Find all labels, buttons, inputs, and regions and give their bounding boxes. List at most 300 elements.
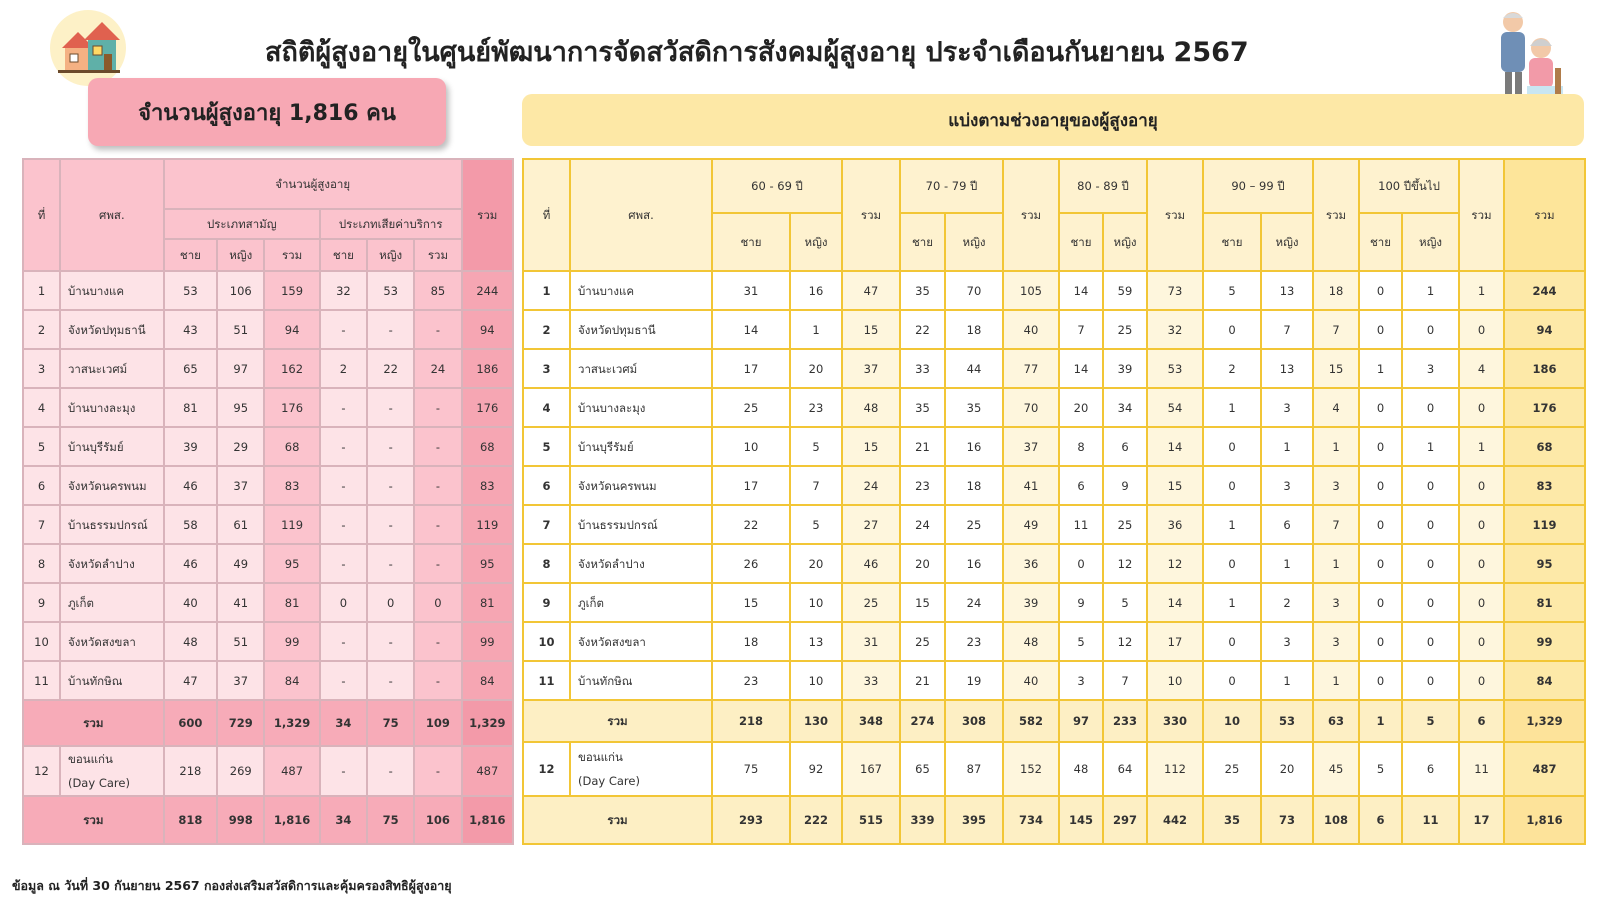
table-cell: 46 (164, 544, 217, 583)
table-cell: 3 (1261, 622, 1313, 661)
table-cell: 0 (1402, 388, 1459, 427)
table-cell: 167 (842, 742, 900, 796)
table-cell: - (320, 466, 367, 505)
table-cell: 582 (1003, 700, 1059, 742)
table-cell: 25 (945, 505, 1003, 544)
table-cell: 1,329 (264, 700, 319, 746)
table-cell: 244 (462, 271, 513, 310)
table-cell: 7 (1059, 310, 1103, 349)
center-name: บ้านธรรมปกรณ์ (570, 505, 712, 544)
col-sum-header: รวม (264, 239, 319, 271)
table-row (523, 427, 1585, 466)
table-cell: 7 (1261, 310, 1313, 349)
table-cell: 15 (712, 583, 790, 622)
table-cell: 1 (1459, 271, 1504, 310)
table-cell: 16 (945, 544, 1003, 583)
grand-total-label: รวม (523, 796, 712, 844)
row-number: 6 (23, 466, 60, 505)
row-number: 5 (523, 427, 570, 466)
table-cell: 442 (1147, 796, 1203, 844)
table-cell: 1 (1359, 349, 1402, 388)
table-cell: 20 (1261, 742, 1313, 796)
table-cell: 487 (264, 746, 319, 796)
table-cell: 12 (1103, 544, 1147, 583)
total-row (23, 700, 513, 746)
table-cell: 105 (1003, 271, 1059, 310)
table-cell: 1,329 (462, 700, 513, 746)
col-male-header: ชาย (1359, 213, 1402, 271)
table-cell: 0 (1459, 661, 1504, 700)
table-cell: 12 (1147, 544, 1203, 583)
center-name: บ้านบางละมุง (60, 388, 164, 427)
col-female-header: หญิง (1103, 213, 1147, 271)
table-row (523, 349, 1585, 388)
table-cell: 32 (320, 271, 367, 310)
table-cell: 244 (1504, 271, 1585, 310)
table-cell: 53 (1261, 700, 1313, 742)
table-cell: 1,816 (462, 796, 513, 844)
grand-total-label: รวม (23, 796, 164, 844)
table-row (23, 349, 513, 388)
table-cell: 1 (1313, 544, 1359, 583)
table-cell: 176 (1504, 388, 1585, 427)
table-cell: 99 (462, 622, 513, 661)
table-cell: 65 (900, 742, 945, 796)
table-cell: 159 (264, 271, 319, 310)
age-group-sum-header: รวม (1003, 159, 1059, 271)
table-cell: 0 (1459, 388, 1504, 427)
table-cell: 0 (1203, 310, 1261, 349)
table-cell: 0 (1359, 505, 1402, 544)
table-cell: 18 (945, 310, 1003, 349)
table-cell: - (320, 310, 367, 349)
table-cell: 600 (164, 700, 217, 746)
table-cell: 130 (790, 700, 842, 742)
table-cell: 97 (217, 349, 264, 388)
table-cell: 20 (790, 349, 842, 388)
row-number: 10 (23, 622, 60, 661)
table-cell: - (414, 622, 461, 661)
table-cell: 0 (1359, 583, 1402, 622)
age-range-banner (522, 94, 1584, 146)
table-cell: 269 (217, 746, 264, 796)
table-cell: 94 (1504, 310, 1585, 349)
table-cell: 36 (1147, 505, 1203, 544)
table-cell: 14 (1059, 271, 1103, 310)
table-cell: 4 (1459, 349, 1504, 388)
table-cell: 13 (790, 622, 842, 661)
table-cell: 33 (900, 349, 945, 388)
col-center-header: ศพส. (60, 159, 164, 271)
table-cell: 35 (900, 271, 945, 310)
center-name: จังหวัดลำปาง (60, 544, 164, 583)
table-cell: 7 (790, 466, 842, 505)
table-cell: 3 (1313, 466, 1359, 505)
table-cell: 0 (1203, 661, 1261, 700)
table-cell: 65 (164, 349, 217, 388)
table-cell: 58 (164, 505, 217, 544)
row-number: 8 (523, 544, 570, 583)
row-number: 4 (523, 388, 570, 427)
table-cell: 24 (842, 466, 900, 505)
table-cell: 1 (1402, 427, 1459, 466)
table-cell: 25 (842, 583, 900, 622)
table-cell: 64 (1103, 742, 1147, 796)
center-name: ภูเก็ต (570, 583, 712, 622)
table-cell: 0 (1459, 505, 1504, 544)
total-elderly-badge (88, 78, 446, 146)
table-cell: 84 (264, 661, 319, 700)
table-cell: 99 (1504, 622, 1585, 661)
table-cell: 9 (1059, 583, 1103, 622)
table-cell: 35 (945, 388, 1003, 427)
table-cell: 15 (1147, 466, 1203, 505)
table-cell: 3 (1261, 466, 1313, 505)
table-cell: 1,329 (1504, 700, 1585, 742)
table-cell: 18 (1313, 271, 1359, 310)
table-cell: 43 (164, 310, 217, 349)
table-cell: 31 (842, 622, 900, 661)
table-cell: 152 (1003, 742, 1059, 796)
row-number: 7 (23, 505, 60, 544)
row-number: 5 (23, 427, 60, 466)
table-cell: 20 (1059, 388, 1103, 427)
table-cell: 3 (1402, 349, 1459, 388)
table-cell: 395 (945, 796, 1003, 844)
table-cell: 95 (217, 388, 264, 427)
table-cell: 61 (217, 505, 264, 544)
total-row (23, 796, 513, 844)
table-cell: 68 (1504, 427, 1585, 466)
table-cell: 7 (1313, 505, 1359, 544)
table-cell: 3 (1313, 622, 1359, 661)
table-cell: 21 (900, 427, 945, 466)
center-name-line: ขอนแก่น (578, 750, 623, 764)
center-name: วาสนะเวศม์ (60, 349, 164, 388)
table-cell: 0 (1359, 466, 1402, 505)
table-cell: 5 (1359, 742, 1402, 796)
table-cell: 83 (1504, 466, 1585, 505)
table-cell: 330 (1147, 700, 1203, 742)
table-cell: 1 (1261, 544, 1313, 583)
table-cell: 49 (217, 544, 264, 583)
table-row (523, 661, 1585, 700)
col-female-header: หญิง (1402, 213, 1459, 271)
table-cell: 81 (164, 388, 217, 427)
table-cell: 4 (1313, 388, 1359, 427)
row-number: 7 (523, 505, 570, 544)
table-cell: 51 (217, 310, 264, 349)
col-no-header: ที่ (23, 159, 60, 271)
center-name: บ้านบุรีรัมย์ (60, 427, 164, 466)
row-number: 4 (23, 388, 60, 427)
table-cell: 5 (1103, 583, 1147, 622)
age-group-header: 80 - 89 ปี (1059, 159, 1147, 213)
table-cell: 186 (462, 349, 513, 388)
center-name: จังหวัดนครพนม (570, 466, 712, 505)
table-cell: 37 (842, 349, 900, 388)
table-cell: 81 (1504, 583, 1585, 622)
table-cell: 51 (217, 622, 264, 661)
total-row (523, 796, 1585, 844)
table-cell: 25 (1203, 742, 1261, 796)
table-cell: 0 (1359, 544, 1402, 583)
table-cell: 34 (320, 700, 367, 746)
total-label: รวม (23, 700, 164, 746)
table-cell: 40 (164, 583, 217, 622)
table-cell: 0 (1359, 622, 1402, 661)
total-elderly-label: จำนวนผู้สูงอายุ 1,816 คน (138, 100, 396, 126)
col-paid-header: ประเภทเสียค่าบริการ (320, 209, 462, 239)
table-cell: 59 (1103, 271, 1147, 310)
table-cell: 68 (462, 427, 513, 466)
table-cell: 5 (1203, 271, 1261, 310)
table-cell: 63 (1313, 700, 1359, 742)
table-row (523, 583, 1585, 622)
table-cell: 49 (1003, 505, 1059, 544)
table-cell: 25 (900, 622, 945, 661)
table-cell: - (367, 466, 414, 505)
table-cell: 22 (367, 349, 414, 388)
table-row (523, 505, 1585, 544)
row-number: 12 (523, 742, 570, 796)
table-cell: 8 (1059, 427, 1103, 466)
table-cell: 1 (1203, 505, 1261, 544)
age-group-header: 90 – 99 ปี (1203, 159, 1313, 213)
table-cell: 1 (1313, 661, 1359, 700)
table-cell: 0 (1203, 622, 1261, 661)
table-cell: 3 (1313, 583, 1359, 622)
table-cell: 54 (1147, 388, 1203, 427)
center-name-note: (Day Care) (67, 776, 130, 790)
table-cell: 29 (217, 427, 264, 466)
table-cell: 0 (1402, 466, 1459, 505)
data-source-note: ข้อมูล ณ วันที่ 30 กันยายน 2567 กองส่งเสริมสวัสดิการและคุ้มครองสิทธิผู้สูงอายุ (12, 878, 452, 893)
table-row (523, 271, 1585, 310)
table-cell: 23 (712, 661, 790, 700)
table-cell: 84 (1504, 661, 1585, 700)
center-name: จังหวัดปทุมธานี (570, 310, 712, 349)
table-cell: 83 (462, 466, 513, 505)
table-cell: 15 (842, 427, 900, 466)
table-cell: - (367, 622, 414, 661)
table-cell: 734 (1003, 796, 1059, 844)
center-name: จังหวัดสงขลา (60, 622, 164, 661)
table-cell: 119 (1504, 505, 1585, 544)
col-no-header: ที่ (523, 159, 570, 271)
table-cell: 11 (1059, 505, 1103, 544)
table-cell: 6 (1261, 505, 1313, 544)
table-cell: 11 (1402, 796, 1459, 844)
table-cell: 18 (712, 622, 790, 661)
table-cell: 0 (1402, 661, 1459, 700)
table-cell: 20 (790, 544, 842, 583)
col-sum-header: รวม (414, 239, 461, 271)
col-regular-header: ประเภทสามัญ (164, 209, 320, 239)
table-cell: 35 (1203, 796, 1261, 844)
table-cell: 23 (790, 388, 842, 427)
row-number: 1 (523, 271, 570, 310)
table-cell: 0 (1203, 466, 1261, 505)
center-name-line: ขอนแก่น (67, 752, 113, 766)
table-cell: 348 (842, 700, 900, 742)
table-cell: - (320, 661, 367, 700)
col-female-header: หญิง (217, 239, 264, 271)
center-name (60, 746, 164, 796)
row-number: 10 (523, 622, 570, 661)
table-cell: 53 (1147, 349, 1203, 388)
center-name (570, 742, 712, 796)
table-cell: 6 (1059, 466, 1103, 505)
table-row (523, 310, 1585, 349)
table-cell: 515 (842, 796, 900, 844)
table-row (23, 271, 513, 310)
table-cell: 108 (1313, 796, 1359, 844)
table-cell: 11 (1459, 742, 1504, 796)
table-cell: 14 (712, 310, 790, 349)
age-range-table (522, 158, 1586, 845)
col-count-header: จำนวนผู้สูงอายุ (164, 159, 462, 209)
table-cell: 0 (1359, 271, 1402, 310)
table-cell: 39 (164, 427, 217, 466)
table-cell: 23 (900, 466, 945, 505)
table-cell: 0 (1402, 505, 1459, 544)
table-cell: 308 (945, 700, 1003, 742)
page-title: สถิติผู้สูงอายุในศูนย์พัฒนาการจัดสวัสดิการสังคมผู้สูงอายุ ประจำเดือนกันยายน 2567 (265, 37, 1249, 68)
table-row (23, 746, 513, 796)
col-male-header: ชาย (712, 213, 790, 271)
col-female-header: หญิง (945, 213, 1003, 271)
table-row (523, 388, 1585, 427)
center-name: บ้านบางละมุง (570, 388, 712, 427)
table-cell: - (320, 427, 367, 466)
table-cell: - (414, 746, 461, 796)
table-cell: 12 (1103, 622, 1147, 661)
table-cell: 119 (462, 505, 513, 544)
center-name: จังหวัดลำปาง (570, 544, 712, 583)
table-cell: 1 (1261, 427, 1313, 466)
col-male-header: ชาย (1059, 213, 1103, 271)
table-cell: 487 (462, 746, 513, 796)
table-cell: 25 (1103, 310, 1147, 349)
table-cell: 27 (842, 505, 900, 544)
table-cell: 24 (900, 505, 945, 544)
table-cell: 186 (1504, 349, 1585, 388)
table-cell: 0 (1459, 466, 1504, 505)
table-cell: 14 (1147, 427, 1203, 466)
table-cell: 5 (1059, 622, 1103, 661)
table-cell: 46 (842, 544, 900, 583)
table-cell: - (367, 310, 414, 349)
table-cell: 77 (1003, 349, 1059, 388)
table-row (23, 388, 513, 427)
table-cell: 39 (1003, 583, 1059, 622)
table-cell: 48 (842, 388, 900, 427)
table-cell: 13 (1261, 271, 1313, 310)
table-cell: 0 (1402, 583, 1459, 622)
row-number: 3 (23, 349, 60, 388)
table-cell: 10 (1147, 661, 1203, 700)
table-cell: 0 (1203, 544, 1261, 583)
row-number: 9 (523, 583, 570, 622)
table-row (23, 310, 513, 349)
table-cell: 2 (1203, 349, 1261, 388)
table-cell: 1,816 (1504, 796, 1585, 844)
table-cell: 218 (712, 700, 790, 742)
table-cell: 1 (1261, 661, 1313, 700)
table-cell: - (367, 661, 414, 700)
table-cell: 0 (1359, 310, 1402, 349)
table-cell: 34 (1103, 388, 1147, 427)
table-cell: 0 (1359, 661, 1402, 700)
table-cell: 818 (164, 796, 217, 844)
table-cell: - (414, 310, 461, 349)
table-cell: 15 (842, 310, 900, 349)
table-cell: 1 (1359, 700, 1402, 742)
table-cell: 19 (945, 661, 1003, 700)
table-cell: - (320, 505, 367, 544)
table-cell: 10 (790, 661, 842, 700)
table-cell: - (367, 388, 414, 427)
age-group-header: 70 - 79 ปี (900, 159, 1003, 213)
center-name: บ้านทักษิณ (60, 661, 164, 700)
age-group-header: 100 ปีขึ้นไป (1359, 159, 1459, 213)
table-cell: 0 (1459, 622, 1504, 661)
table-cell: 35 (900, 388, 945, 427)
table-cell: 36 (1003, 544, 1059, 583)
table-cell: 16 (945, 427, 1003, 466)
table-cell: 1 (1203, 583, 1261, 622)
table-cell: 24 (414, 349, 461, 388)
table-cell: - (414, 388, 461, 427)
table-cell: 2 (320, 349, 367, 388)
age-range-banner-label: แบ่งตามช่วงอายุของผู้สูงอายุ (948, 110, 1158, 131)
center-name: บ้านธรรมปกรณ์ (60, 505, 164, 544)
table-cell: 162 (264, 349, 319, 388)
table-cell: 3 (1059, 661, 1103, 700)
table-cell: 106 (414, 796, 461, 844)
table-cell: 1 (1402, 271, 1459, 310)
col-female-header: หญิง (1261, 213, 1313, 271)
center-name: บ้านบางแค (60, 271, 164, 310)
table-cell: 44 (945, 349, 1003, 388)
table-cell: 5 (790, 505, 842, 544)
table-cell: 92 (790, 742, 842, 796)
table-cell: 81 (462, 583, 513, 622)
table-cell: 84 (462, 661, 513, 700)
table-cell: 94 (264, 310, 319, 349)
table-cell: 297 (1103, 796, 1147, 844)
col-male-header: ชาย (164, 239, 217, 271)
table-cell: - (367, 427, 414, 466)
row-number: 9 (23, 583, 60, 622)
table-cell: 53 (367, 271, 414, 310)
table-cell: 94 (462, 310, 513, 349)
table-cell: 14 (1059, 349, 1103, 388)
table-cell: 25 (712, 388, 790, 427)
col-male-header: ชาย (320, 239, 367, 271)
table-cell: 1,816 (264, 796, 319, 844)
table-cell: 26 (712, 544, 790, 583)
table-cell: 22 (712, 505, 790, 544)
elderly-count-table (22, 158, 514, 845)
table-cell: 145 (1059, 796, 1103, 844)
table-cell: 222 (790, 796, 842, 844)
table-cell: 95 (264, 544, 319, 583)
table-cell: - (414, 505, 461, 544)
row-number: 11 (23, 661, 60, 700)
table-cell: 1 (790, 310, 842, 349)
